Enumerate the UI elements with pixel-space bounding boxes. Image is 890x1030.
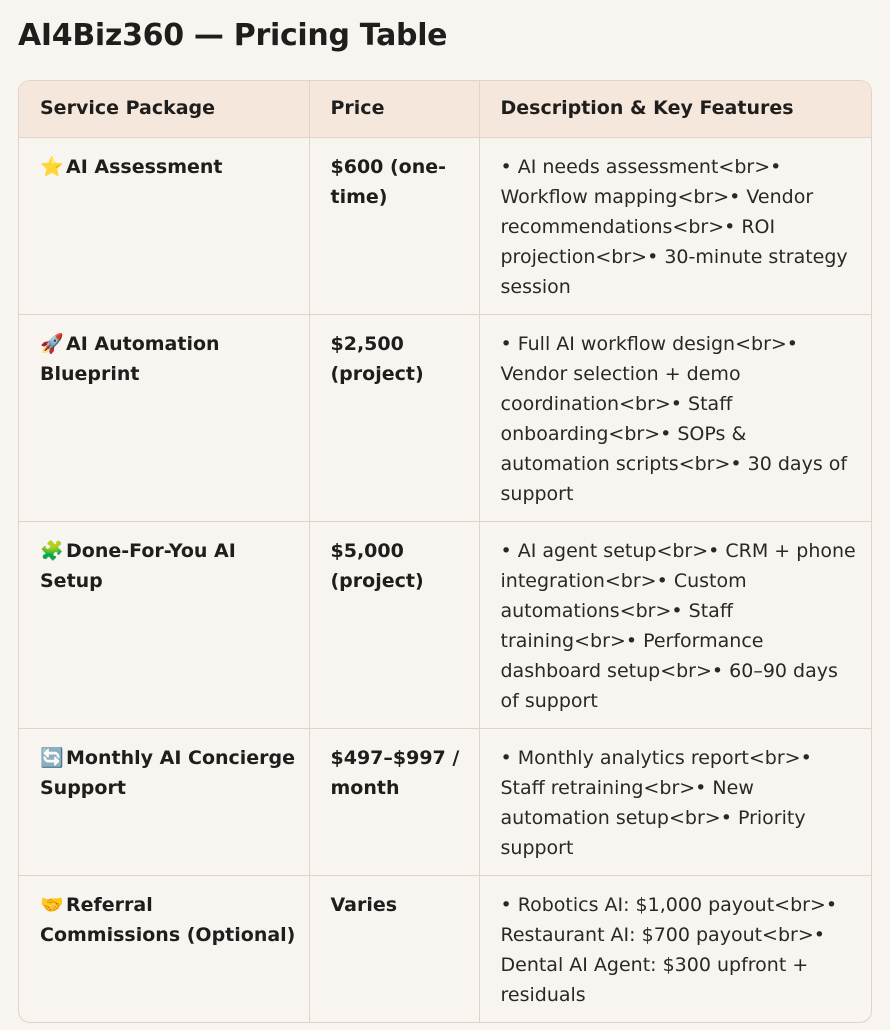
pricing-table [19, 81, 871, 1022]
package-name: Monthly AI Concierge Support [40, 746, 296, 799]
description-cell: • Robotics AI: $1,000 payout<br>• Restaurant AI: $700 payout<br>• Dental AI Agent: $300 upfront + residuals [500, 893, 838, 1006]
handshake-icon: 🤝 [40, 893, 64, 916]
package-cell [19, 728, 309, 875]
pricing-table-container [18, 80, 872, 1023]
star-icon: ⭐ [40, 155, 64, 178]
header-service-package: Service Package [19, 81, 309, 137]
package-name: Referral Commissions (Optional) [40, 893, 296, 946]
price-cell: $5,000 (project) [309, 521, 479, 728]
page-title: AI4Biz360 — Pricing Table [18, 18, 448, 53]
description-cell: • Full AI workflow design<br>• Vendor selection + demo coordination<br>• Staff onboarding<br>• SOPs & automation scripts<br>• 30 days of support [479, 314, 871, 521]
header-price: Price [309, 81, 479, 137]
table-header-row [19, 81, 871, 137]
price-cell: $600 (one-time) [309, 137, 479, 314]
price-cell: $2,500 (project) [309, 314, 479, 521]
package-cell [19, 875, 309, 1022]
package-cell [19, 314, 309, 521]
description-cell: • AI needs assessment<br>• Workflow mapping<br>• Vendor recommendations<br>• ROI projection<br>• 30-minute strategy session [479, 137, 871, 314]
header-description: Description & Key Features [479, 81, 871, 137]
package-name: AI Automation Blueprint [40, 332, 220, 385]
description-cell: • AI agent setup<br>• CRM + phone integration<br>• Custom automations<br>• Staff training<br>• Performance dashboard setup<br>• 60–90 days of support [479, 521, 871, 728]
price-cell: Varies [309, 875, 479, 1022]
table-row [19, 521, 871, 728]
table-row [19, 137, 871, 314]
puzzle-icon: 🧩 [40, 539, 64, 562]
price-cell: $497–$997 / month [309, 728, 479, 875]
table-row [19, 728, 871, 875]
package-cell [19, 521, 309, 728]
table-row [19, 314, 871, 521]
package-name: AI Assessment [66, 155, 223, 178]
table-row [19, 875, 871, 1022]
package-cell [19, 137, 309, 314]
rocket-icon: 🚀 [40, 332, 64, 355]
package-name: Done-For-You AI Setup [40, 539, 236, 592]
description-cell: • Monthly analytics report<br>• Staff retraining<br>• New automation setup<br>• Priority support [479, 728, 871, 875]
refresh-icon: 🔄 [40, 746, 64, 769]
